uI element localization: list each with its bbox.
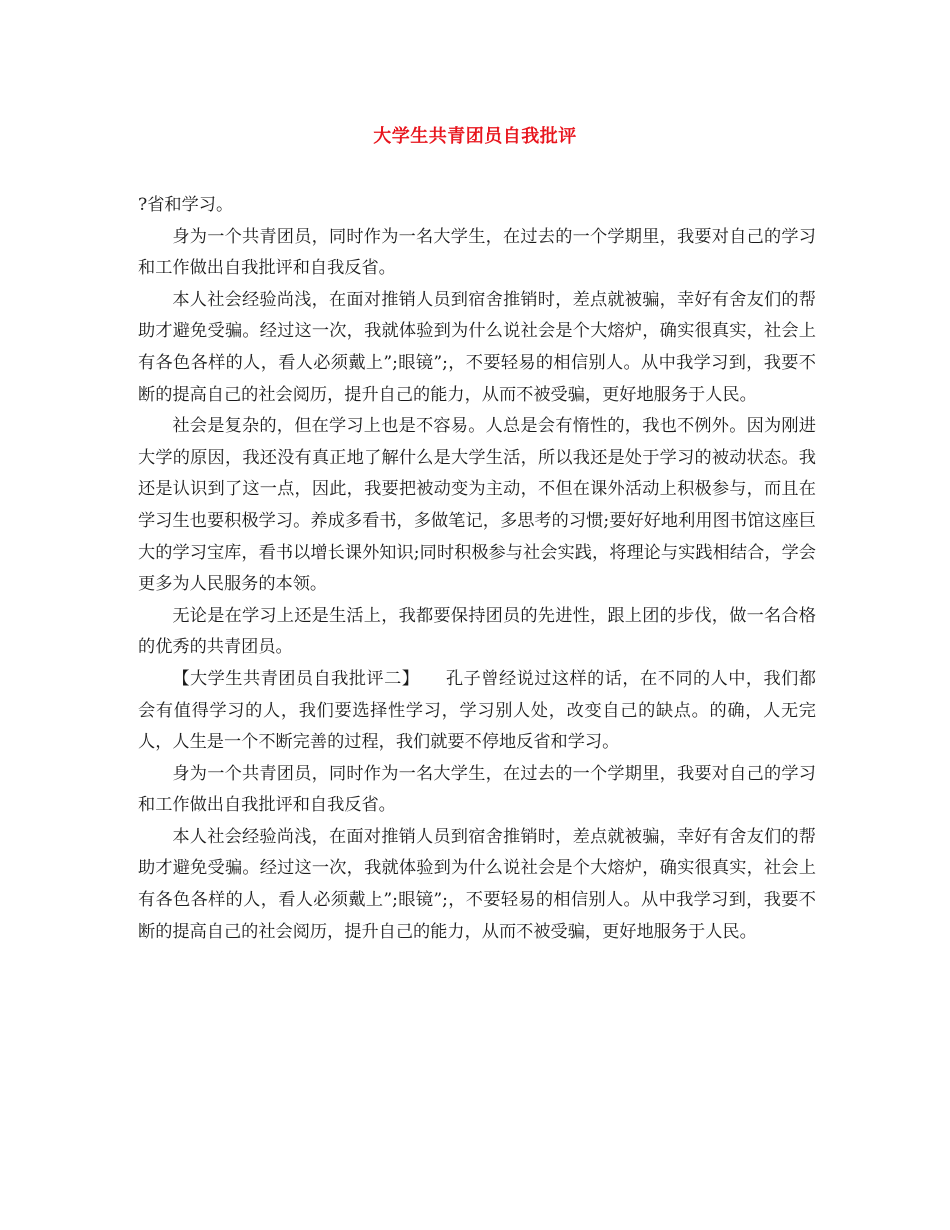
paragraph: 身为一个共青团员，同时作为一名大学生，在过去的一个学期里，我要对自己的学习和工作做出自我批评和自我反省。 — [138, 226, 816, 279]
paragraph: 本人社会经验尚浅，在面对推销人员到宿舍推销时，差点就被骗，幸好有舍友们的帮助才避免受骗。经过这一次，我就体验到为什么说社会是个大熔炉，确实很真实，社会上有各色各样的人，看人必须戴上”;眼镜”;，不要轻易的相信别人。从中我学习到，我要不断的提高自己的社会阅历，提升自己的能力，从而不被受骗，更好地服务于人民。 — [138, 826, 816, 942]
document-body — [138, 190, 816, 948]
paragraph: 本人社会经验尚浅，在面对推销人员到宿舍推销时，差点就被骗，幸好有舍友们的帮助才避免受骗。经过这一次，我就体验到为什么说社会是个大熔炉，确实很真实，社会上有各色各样的人，看人必须戴上”;眼镜”;，不要轻易的相信别人。从中我学习到，我要不断的提高自己的社会阅历，提升自己的能力，从而不被受骗，更好地服务于人民。 — [138, 289, 816, 405]
paragraph: ?省和学习。 — [138, 195, 234, 215]
paragraph: 身为一个共青团员，同时作为一名大学生，在过去的一个学期里，我要对自己的学习和工作做出自我批评和自我反省。 — [138, 763, 816, 816]
paragraph: 【大学生共青团员自我批评二】 孔子曾经说过这样的话，在不同的人中，我们都会有值得学习的人，我们要选择性学习，学习别人处，改变自己的缺点。的确，人无完人，人生是一个不断完善的过程，我们就要不停地反省和学习。 — [138, 668, 816, 753]
document-title: 大学生共青团员自我批评 — [373, 126, 577, 147]
paragraph: 无论是在学习上还是生活上，我都要保持团员的先进性，跟上团的步伐，做一名合格的优秀的共青团员。 — [138, 605, 816, 658]
paragraph: 社会是复杂的，但在学习上也是不容易。人总是会有惰性的，我也不例外。因为刚进大学的原因，我还没有真正地了解什么是大学生活，所以我还是处于学习的被动状态。我还是认识到了这一点，因此，我要把被动变为主动，不但在课外活动上积极参与，而且在学习生也要积极学习。养成多看书，多做笔记，多思考的习惯;要好好地利用图书馆这座巨大的学习宝库，看书以增长课外知识;同时积极参与社会实践，将理论与实践相结合，学会更多为人民服务的本领。 — [138, 416, 816, 595]
